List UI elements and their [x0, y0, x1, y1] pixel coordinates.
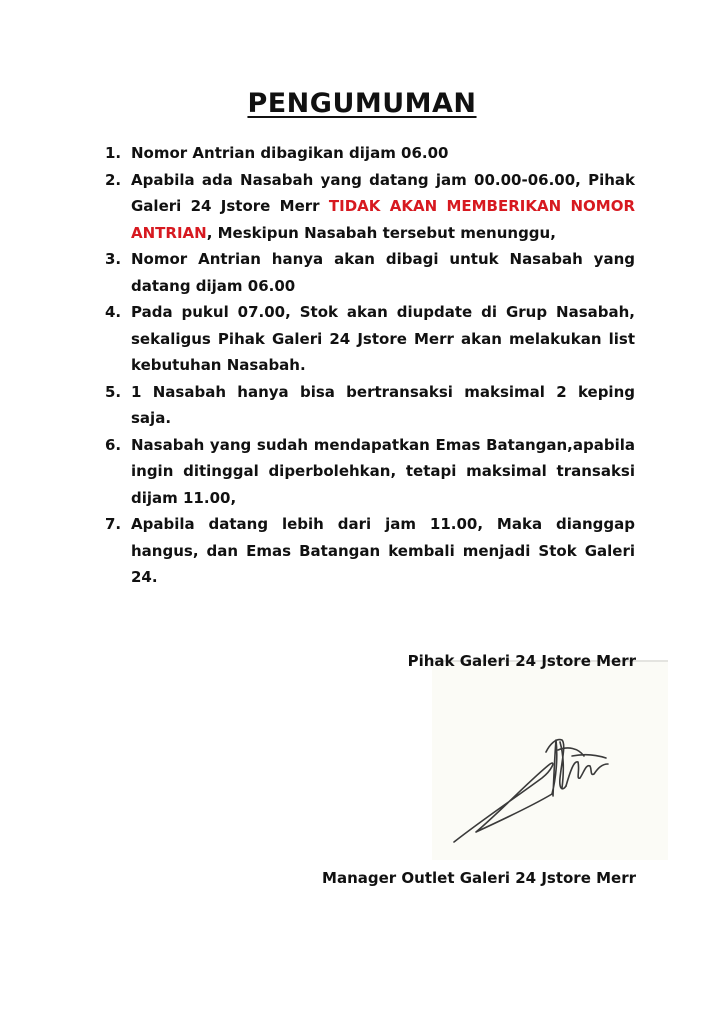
- signature-area: [432, 660, 668, 860]
- item-number: 6.: [105, 435, 122, 454]
- item-text: 1 Nasabah hanya bisa bertransaksi maksimal 2 keping saja.: [131, 382, 635, 427]
- item-text: Nomor Antrian hanya akan dibagi untuk Nasabah yang datang dijam 06.00: [131, 250, 635, 295]
- item-text: Nasabah yang sudah mendapatkan Emas Batangan,apabila ingin ditinggal diperbolehkan, tetapi maksimal transaksi dijam 11.00,: [131, 435, 635, 507]
- item-text: Pada pukul 07.00, Stok akan diupdate di Grup Nasabah, sekaligus Pihak Galeri 24 Jstore Merr akan melakukan list kebutuhan Nasabah.: [131, 303, 635, 374]
- title-text: PENGUMUMAN: [247, 88, 477, 119]
- list-item: [105, 246, 635, 299]
- list-item: [105, 299, 635, 379]
- page-title: [0, 88, 724, 119]
- item-number: 1.: [105, 144, 122, 162]
- item-number: 5.: [105, 382, 122, 401]
- item-number: 2.: [105, 170, 122, 189]
- signoff-manager: Manager Outlet Galeri 24 Jstore Merr: [322, 869, 636, 887]
- list-item: [105, 379, 635, 432]
- item-text: Nomor Antrian dibagikan dijam 06.00: [131, 144, 449, 162]
- list-item: [105, 511, 635, 591]
- list-item: [105, 432, 635, 512]
- list-item: [105, 140, 635, 167]
- item-text-post: , Meskipun Nasabah tersebut menunggu,: [206, 223, 556, 242]
- item-text-pre: Apabila ada Nasabah yang datang jam 00.00-06.00, Pihak Galeri 24 Jstore Merr: [131, 170, 635, 215]
- item-text: Apabila datang lebih dari jam 11.00, Maka dianggap hangus, dan Emas Batangan kembali menjadi Stok Galeri 24.: [131, 515, 635, 586]
- signoff-organization: Pihak Galeri 24 Jstore Merr: [407, 652, 636, 670]
- item-number: 4.: [105, 303, 122, 321]
- list-item: [105, 167, 635, 247]
- item-number: 3.: [105, 250, 122, 268]
- signature-icon: [432, 660, 668, 860]
- item-text-highlight: TIDAK AKAN MEMBERIKAN NOMOR ANTRIAN: [131, 197, 635, 242]
- announcement-list: [105, 140, 635, 591]
- item-number: 7.: [105, 515, 122, 533]
